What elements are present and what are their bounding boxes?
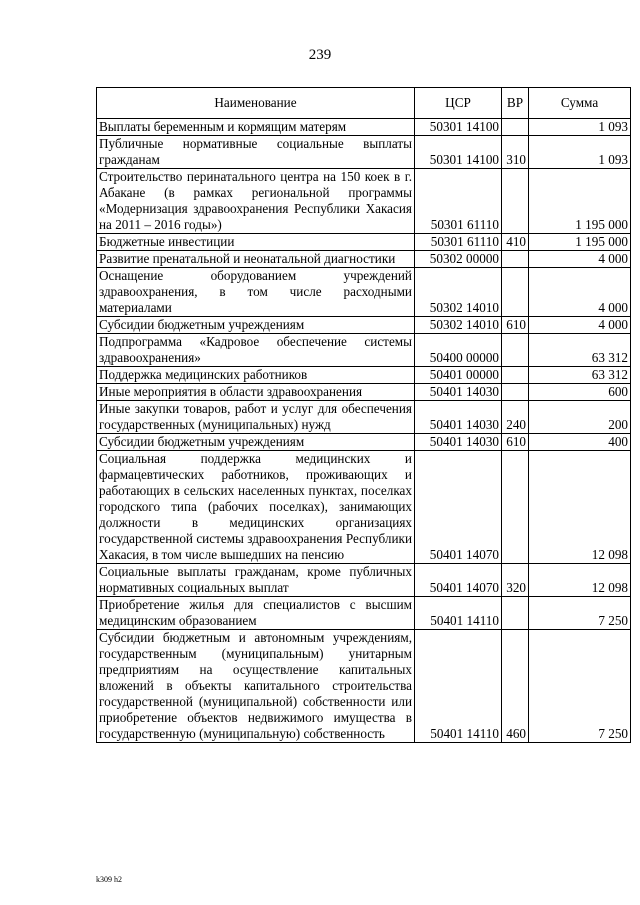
row-csr: 50401 14030	[415, 401, 502, 434]
row-sum: 1 093	[529, 136, 631, 169]
row-name: Развитие пренатальной и неонатальной диагностики	[97, 251, 415, 268]
row-name: Иные закупки товаров, работ и услуг для обеспечения государственных (муниципальных) нужд	[97, 401, 415, 434]
table-row	[97, 251, 631, 268]
row-csr: 50401 14030	[415, 384, 502, 401]
page-number: 239	[308, 47, 332, 63]
row-vr	[502, 384, 529, 401]
table-row	[97, 434, 631, 451]
row-sum: 7 250	[529, 597, 631, 630]
header-name: Наименование	[97, 88, 415, 119]
header-vr: ВР	[502, 88, 529, 119]
table-row	[97, 451, 631, 564]
row-csr: 50401 14030	[415, 434, 502, 451]
table-row	[97, 119, 631, 136]
row-sum: 1 195 000	[529, 234, 631, 251]
row-vr	[502, 334, 529, 367]
row-sum: 12 098	[529, 564, 631, 597]
table-row	[97, 268, 631, 317]
header-sum: Сумма	[529, 88, 631, 119]
row-vr: 410	[502, 234, 529, 251]
row-sum: 12 098	[529, 451, 631, 564]
table-row	[97, 564, 631, 597]
budget-table	[96, 87, 631, 743]
table-row	[97, 597, 631, 630]
table-row	[97, 630, 631, 743]
row-sum: 600	[529, 384, 631, 401]
row-csr: 50401 14110	[415, 630, 502, 743]
row-vr: 240	[502, 401, 529, 434]
table-row	[97, 169, 631, 234]
row-vr: 460	[502, 630, 529, 743]
row-name: Иные мероприятия в области здравоохранения	[97, 384, 415, 401]
row-vr: 320	[502, 564, 529, 597]
row-name: Социальная поддержка медицинских и фармацевтических работников, проживающих и работающих в сельских населенных пунктах, поселках городского типа (рабочих поселках), занимающих должности в медицинских организациях государственной системы здравоохранения Республики Хакасия, в том числе вышедших на пенсию	[97, 451, 415, 564]
row-name: Оснащение оборудованием учреждений здравоохранения, в том числе расходными материалами	[97, 268, 415, 317]
row-csr: 50400 00000	[415, 334, 502, 367]
table-header-row	[97, 88, 631, 119]
row-csr: 50302 14010	[415, 317, 502, 334]
row-name: Строительство перинатального центра на 150 коек в г. Абакане (в рамках региональной программы «Модернизация здравоохранения Республики Хакасия на 2011 – 2016 годы»)	[97, 169, 415, 234]
row-name: Субсидии бюджетным учреждениям	[97, 434, 415, 451]
row-sum: 63 312	[529, 334, 631, 367]
row-name: Поддержка медицинских работников	[97, 367, 415, 384]
row-csr: 50302 14010	[415, 268, 502, 317]
row-csr: 50302 00000	[415, 251, 502, 268]
row-sum: 200	[529, 401, 631, 434]
footer-code: k309 h2	[96, 875, 122, 884]
table-row	[97, 384, 631, 401]
row-csr: 50401 14110	[415, 597, 502, 630]
row-name: Субсидии бюджетным и автономным учреждениям, государственным (муниципальным) унитарным предприятиям на осуществление капитальных вложений в объекты капитального строительства государственной (муниципальной) собственности или приобретение объектов недвижимого имущества в государственную (муниципальную) собственность	[97, 630, 415, 743]
row-vr	[502, 367, 529, 384]
row-name: Выплаты беременным и кормящим матерям	[97, 119, 415, 136]
row-csr: 50301 14100	[415, 136, 502, 169]
row-name: Бюджетные инвестиции	[97, 234, 415, 251]
table-row	[97, 367, 631, 384]
row-name: Социальные выплаты гражданам, кроме публичных нормативных социальных выплат	[97, 564, 415, 597]
row-sum: 7 250	[529, 630, 631, 743]
table-row	[97, 317, 631, 334]
row-vr: 310	[502, 136, 529, 169]
row-csr: 50401 00000	[415, 367, 502, 384]
row-vr	[502, 451, 529, 564]
row-vr	[502, 597, 529, 630]
row-sum: 1 195 000	[529, 169, 631, 234]
header-csr: ЦСР	[415, 88, 502, 119]
row-vr	[502, 268, 529, 317]
row-sum: 63 312	[529, 367, 631, 384]
row-csr: 50301 14100	[415, 119, 502, 136]
row-vr: 610	[502, 434, 529, 451]
row-csr: 50301 61110	[415, 169, 502, 234]
row-vr	[502, 119, 529, 136]
row-csr: 50301 61110	[415, 234, 502, 251]
row-vr	[502, 251, 529, 268]
row-sum: 4 000	[529, 317, 631, 334]
row-name: Подпрограмма «Кадровое обеспечение системы здравоохранения»	[97, 334, 415, 367]
table-row	[97, 334, 631, 367]
row-sum: 1 093	[529, 119, 631, 136]
table-row	[97, 234, 631, 251]
row-name: Субсидии бюджетным учреждениям	[97, 317, 415, 334]
row-name: Публичные нормативные социальные выплаты гражданам	[97, 136, 415, 169]
table-row	[97, 401, 631, 434]
row-vr	[502, 169, 529, 234]
row-vr: 610	[502, 317, 529, 334]
row-name: Приобретение жилья для специалистов с высшим медицинским образованием	[97, 597, 415, 630]
row-sum: 4 000	[529, 268, 631, 317]
table-row	[97, 136, 631, 169]
row-sum: 400	[529, 434, 631, 451]
row-csr: 50401 14070	[415, 564, 502, 597]
row-sum: 4 000	[529, 251, 631, 268]
row-csr: 50401 14070	[415, 451, 502, 564]
